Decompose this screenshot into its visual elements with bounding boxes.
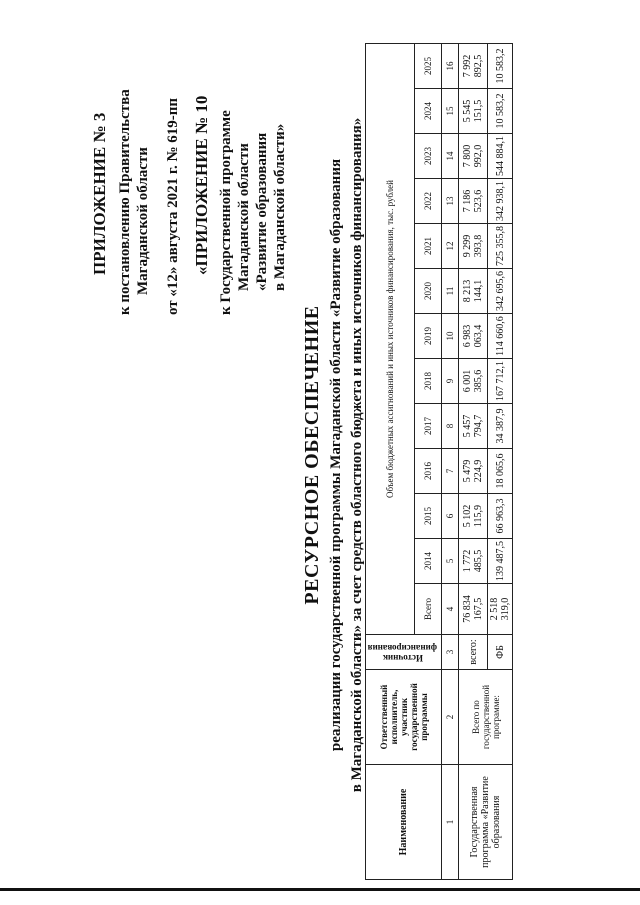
header-year: 2023 bbox=[415, 134, 442, 179]
header-source bbox=[366, 635, 442, 670]
row-year-value: 34 387,9 bbox=[488, 404, 513, 449]
column-number: 7 bbox=[442, 449, 459, 494]
column-number: 6 bbox=[442, 494, 459, 539]
header-year: 2018 bbox=[415, 359, 442, 404]
header-year: 2025 bbox=[415, 44, 442, 89]
row-year-value: 6 001 385,6 bbox=[459, 359, 488, 404]
row-year-value: 114 660,6 bbox=[488, 314, 513, 359]
row-year-value: 6 983 063,4 bbox=[459, 314, 488, 359]
header-total: Всего bbox=[415, 584, 442, 635]
column-number: 9 bbox=[442, 359, 459, 404]
header-year: 2016 bbox=[415, 449, 442, 494]
column-number: 3 bbox=[442, 635, 459, 670]
header-year: 2019 bbox=[415, 314, 442, 359]
row-total: 2 518 319,0 bbox=[488, 584, 513, 635]
appendix-date: от «12» августа 2021 г. № 619-пп bbox=[165, 97, 182, 315]
header-year: 2022 bbox=[415, 179, 442, 224]
row-year-value: 7 800 992,0 bbox=[459, 134, 488, 179]
column-number: 12 bbox=[442, 224, 459, 269]
column-number: 15 bbox=[442, 89, 459, 134]
column-number: 14 bbox=[442, 134, 459, 179]
row-year-value: 342 695,6 bbox=[488, 269, 513, 314]
header-year: 2015 bbox=[415, 494, 442, 539]
column-number: 5 bbox=[442, 539, 459, 584]
row-year-value: 7 992 892,5 bbox=[459, 44, 488, 89]
header-year: 2017 bbox=[415, 404, 442, 449]
header-source-text: Источник финансирования bbox=[367, 643, 437, 663]
header-year: 2014 bbox=[415, 539, 442, 584]
appendix2-title: «ПРИЛОЖЕНИЕ № 10 bbox=[192, 95, 212, 275]
header-year: 2024 bbox=[415, 89, 442, 134]
row-source: ФБ bbox=[488, 635, 513, 670]
appendix-title: ПРИЛОЖЕНИЕ № 3 bbox=[90, 112, 109, 275]
column-number: 13 bbox=[442, 179, 459, 224]
row-year-value: 139 487,5 bbox=[488, 539, 513, 584]
row-year-value: 5 102 115,9 bbox=[459, 494, 488, 539]
row-year-value: 167 712,1 bbox=[488, 359, 513, 404]
row-year-value: 342 938,1 bbox=[488, 179, 513, 224]
row-year-value: 18 065,6 bbox=[488, 449, 513, 494]
row-year-value: 7 186 523,6 bbox=[459, 179, 488, 224]
appendix-resolution: к постановлению Правительства Магаданской области bbox=[117, 89, 152, 315]
row-year-value: 725 355,8 bbox=[488, 224, 513, 269]
row-year-value: 5 479 224,9 bbox=[459, 449, 488, 494]
row-name: Государственная программа «Развитие образования bbox=[459, 765, 513, 880]
header-year: 2020 bbox=[415, 269, 442, 314]
column-number: 2 bbox=[442, 670, 459, 765]
row-year-value: 66 963,3 bbox=[488, 494, 513, 539]
column-number: 10 bbox=[442, 314, 459, 359]
table-header-row bbox=[366, 44, 415, 880]
row-source: всего: bbox=[459, 635, 488, 670]
row-year-value: 5 545 151,5 bbox=[459, 89, 488, 134]
document-heading bbox=[300, 45, 367, 865]
bottom-rule bbox=[0, 888, 640, 891]
row-year-value: 544 884,1 bbox=[488, 134, 513, 179]
header-volume-group: Объем бюджетных ассигнований и иных источников финансирования, тыс. рублей bbox=[366, 44, 415, 635]
heading-line-1: реализации государственной программы Магаданской области «Развитие образования bbox=[328, 158, 344, 752]
header-responsible: Ответственный исполнитель, участник государственной программы bbox=[366, 670, 442, 765]
row-year-value: 10 583,2 bbox=[488, 89, 513, 134]
column-number-row bbox=[442, 44, 459, 880]
appendix-block bbox=[0, 15, 289, 315]
column-number: 16 bbox=[442, 44, 459, 89]
resource-table bbox=[365, 43, 513, 880]
row-year-value: 5 457 794,7 bbox=[459, 404, 488, 449]
table-row bbox=[459, 44, 488, 880]
heading-line-2: в Магаданской области» за счет средств областного бюджета и иных источников финансирования» bbox=[348, 117, 365, 793]
column-number: 11 bbox=[442, 269, 459, 314]
row-total: 76 834 167,5 bbox=[459, 584, 488, 635]
row-responsible: Всего по государственной программе: bbox=[459, 670, 513, 765]
row-year-value: 8 213 144,1 bbox=[459, 269, 488, 314]
appendix2-lines: к Государственной программе Магаданской области «Развитие образования в Магаданской области» bbox=[217, 110, 288, 315]
column-number: 1 bbox=[442, 765, 459, 880]
row-year-value: 9 299 393,8 bbox=[459, 224, 488, 269]
header-year: 2021 bbox=[415, 224, 442, 269]
row-year-value: 1 772 485,5 bbox=[459, 539, 488, 584]
column-number: 8 bbox=[442, 404, 459, 449]
header-name: Наименование bbox=[366, 765, 442, 880]
column-number: 4 bbox=[442, 584, 459, 635]
heading-title: РЕСУРСНОЕ ОБЕСПЕЧЕНИЕ bbox=[301, 305, 323, 605]
row-year-value: 10 583,2 bbox=[488, 44, 513, 89]
